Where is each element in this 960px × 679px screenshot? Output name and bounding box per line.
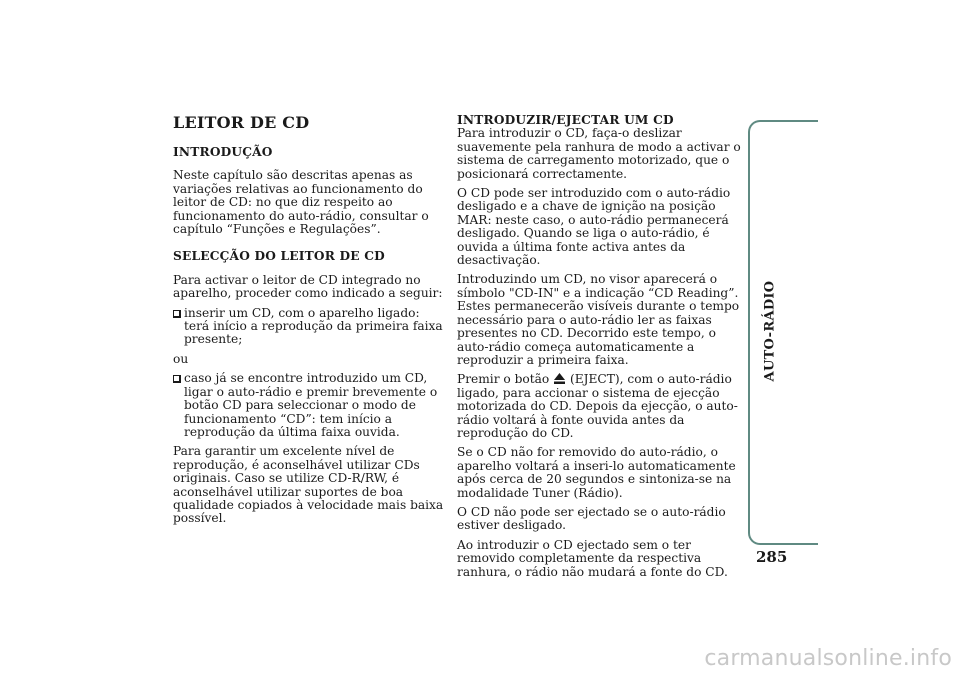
paragraph: O CD pode ser introduzido com o auto-rádio desligado e a chave de ignição na posição MAR: neste caso, o auto-rádio permanecerá desligado. Quando se liga o auto-rádio, é ouvida a última fonte activa antes da desactivação.: [457, 186, 731, 268]
eject-icon: [554, 373, 565, 384]
paragraph: Ao introduzir o CD ejectado sem o ter removido completamente da respectiva ranhura, o rádio não mudará a fonte do CD.: [457, 537, 728, 579]
intro-paragraph: Neste capítulo são descritas apenas as variações relativas ao funcionamento do leitor de CD: no que diz respeito ao funcionamento do auto-rádio, consultar o capítulo “Funções e Regulações”.: [173, 168, 429, 237]
right-column: [457, 114, 741, 585]
paragraph: O CD não pode ser ejectado se o auto-rádio estiver desligado.: [457, 504, 726, 533]
select-paragraph: Para activar o leitor de CD integrado no aparelho, proceder como indicado a seguir:: [173, 272, 443, 301]
bullet-text: caso já se encontre introduzido um CD, ligar o auto-rádio e premir brevemente o botão CD para seleccionar o modo de funcionamento “CD”: tem início a reprodução da última faixa ouvida.: [184, 371, 438, 439]
insert-eject-heading: INTRODUZIR/EJECTAR UM CD: [457, 113, 674, 127]
or-text: ou: [173, 351, 189, 366]
quality-paragraph: Para garantir um excelente nível de reprodução, é aconselhável utilizar CDs originais. Caso se utilize CD-R/RW, é aconselhável utilizar suportes de boa qualidade copiados à velocidade mais baixa possível.: [173, 444, 444, 526]
side-tab: [748, 120, 818, 545]
bullet-item: [173, 372, 445, 439]
eject-paragraph: [457, 373, 741, 440]
bullet-text: inserir um CD, com o aparelho ligado: terá início a reprodução da primeira faixa presente;: [184, 305, 443, 347]
eject-text-after: (EJECT), com o auto-rádio ligado, para accionar o sistema de ejecção motorizada do CD. Depois da ejecção, o auto-rádio voltará à fonte ouvida antes da reprodução do CD.: [457, 372, 738, 440]
checkbox-bullet-icon: [173, 310, 181, 318]
paragraph: Introduzindo um CD, no visor aparecerá o símbolo "CD-IN" e a indicação “CD Reading”. Estes permanecerão visíveis durante o tempo necessário para o auto-rádio ler as faixas presentes no CD. Decorrido este tempo, o auto-rádio começa automaticamente a reproduzir a primeira faixa.: [457, 272, 740, 367]
page-number: 285: [756, 548, 788, 566]
paragraph: Para introduzir o CD, faça-o deslizar suavemente pela ranhura de modo a activar o sistema de carregamento motorizado, que o posicionará correctamente.: [457, 126, 741, 181]
bullet-item: [173, 307, 445, 347]
side-tab-label: AUTO-RÁDIO: [762, 280, 778, 382]
watermark: carmanualsonline.info: [704, 646, 952, 671]
eject-text-before: Premir o botão: [457, 372, 550, 387]
left-column: [173, 114, 445, 532]
intro-heading: INTRODUÇÃO: [173, 145, 273, 159]
select-heading: SELECÇÃO DO LEITOR DE CD: [173, 249, 385, 264]
paragraph: Se o CD não for removido do auto-rádio, o aparelho voltará a inseri-lo automaticamente após cerca de 20 segundos e sintoniza-se na modalidade Tuner (Rádio).: [457, 445, 736, 500]
section-title: LEITOR DE CD: [173, 113, 310, 132]
checkbox-bullet-icon: [173, 375, 181, 383]
